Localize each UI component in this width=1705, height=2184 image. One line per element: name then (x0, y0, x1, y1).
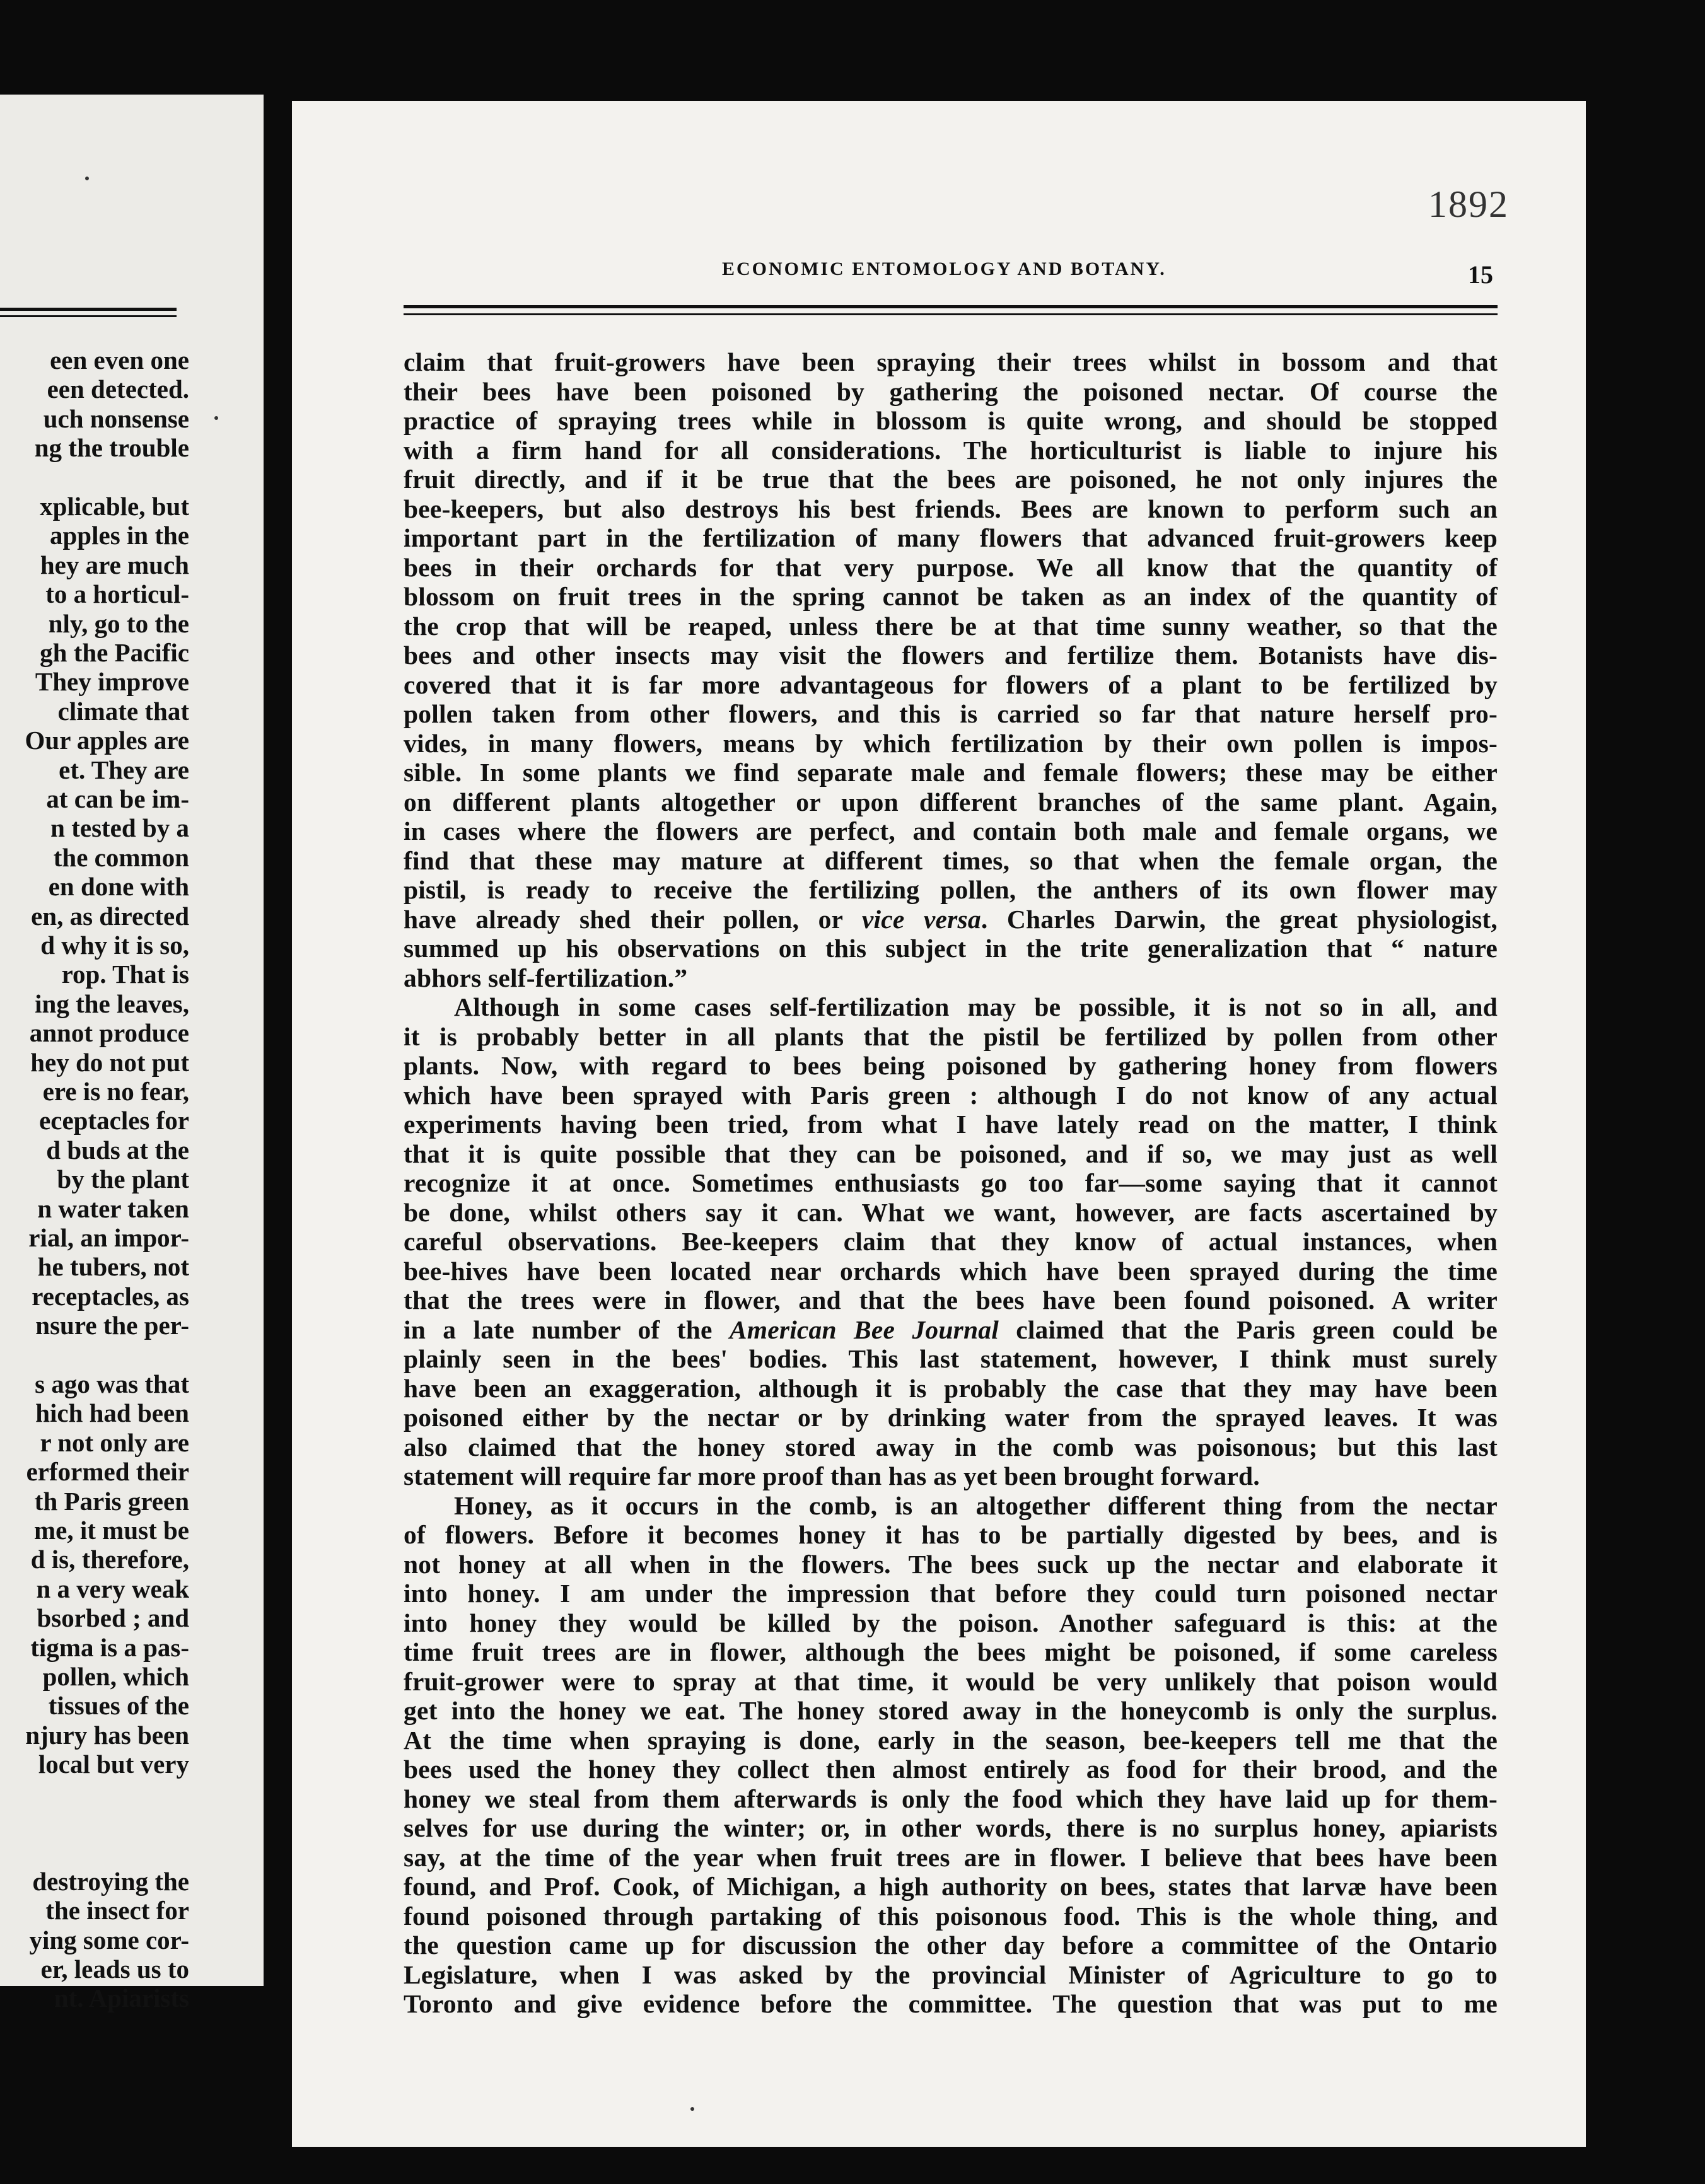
text-line: in a late number of the American Bee Journal claimed that the Paris green could be (404, 1315, 1498, 1344)
facing-page-line: nly, go to the (48, 608, 189, 638)
facing-page-line: ere is no fear, (42, 1077, 189, 1106)
facing-page-line: at can be im- (46, 784, 189, 813)
text-line: their bees have been poisoned by gathering the poisoned nectar. Of course the (404, 376, 1498, 406)
text-line: that it is quite possible that they can be poisoned, and if so, we may just as well (404, 1139, 1498, 1168)
facing-page-line: eceptacles for (39, 1106, 189, 1136)
text-line: get into the honey we eat. The honey stored away in the honeycomb is only the surplus. (404, 1696, 1498, 1725)
facing-page-line (0, 1779, 264, 1808)
facing-page-line: nt. Apiarists (54, 1984, 189, 2013)
italic-phrase: vice versa (861, 904, 981, 934)
text-line: found, and Prof. Cook, of Michigan, a high authority on bees, states that larvæ have been (404, 1872, 1498, 1901)
facing-page-line: Our apples are (25, 726, 189, 755)
facing-page-line: er, leads us to (40, 1955, 189, 1984)
facing-page-line: by the plant (57, 1165, 189, 1194)
facing-page-header-rule (0, 308, 177, 317)
text-line: covered that it is far more advantageous for flowers of a plant to be fertilized by (404, 670, 1498, 699)
speck (690, 2107, 694, 2111)
text-line: pollen taken from other flowers, and this is carried so far that nature herself pro- (404, 699, 1498, 728)
facing-page-line: the common (53, 842, 189, 872)
facing-page-line: hich had been (35, 1398, 189, 1428)
facing-page-line (0, 463, 264, 492)
facing-page-line: rop. That is (61, 960, 189, 989)
facing-page-line: et. They are (59, 755, 189, 784)
facing-page-line (0, 1808, 264, 1837)
text-line: Honey, as it occurs in the comb, is an altogether different thing from the nectar (454, 1490, 1498, 1520)
text-line: not honey at all when in the flowers. The bees suck up the nectar and elaborate it (404, 1549, 1498, 1579)
facing-page-line: hey are much (40, 550, 189, 579)
text-line: bees in their orchards for that very purpose. We all know that the quantity of (404, 552, 1498, 582)
facing-page-line: gh the Pacific (40, 638, 189, 667)
text-line: that the trees were in flower, and that the bees have been found poisoned. A writer (404, 1286, 1498, 1315)
handwritten-year: 1892 (1428, 183, 1509, 225)
text-line: the question came up for discussion the other day before a committee of the Ontario (404, 1931, 1498, 1960)
text-line: into honey they would be killed by the poison. Another safeguard is this: at the (404, 1608, 1498, 1637)
facing-page-line: tigma is a pas- (30, 1632, 189, 1662)
text-line: blossom on fruit trees in the spring cannot be taken as an index of the quantity of (404, 582, 1498, 611)
facing-page-line: n tested by a (50, 813, 189, 843)
facing-page-line: apples in the (50, 521, 189, 550)
facing-page-line: he tubers, not (37, 1252, 189, 1282)
text-line: pistil, is ready to receive the fertilizing pollen, the anthers of its own flower may (404, 875, 1498, 904)
speck (85, 177, 89, 180)
body-text (404, 347, 1498, 2019)
text-line: Legislature, when I was asked by the provincial Minister of Agriculture to go to (404, 1960, 1498, 1989)
text-line: important part in the fertilization of many flowers that advanced fruit-growers keep (404, 523, 1498, 552)
facing-page-line: destroying the (32, 1866, 189, 1896)
text-line: bees and other insects may visit the flowers and fertilize them. Botanists have dis- (404, 641, 1498, 670)
text-line: plants. Now, with regard to bees being poisoned by gathering honey from flowers (404, 1051, 1498, 1080)
facing-page-line: erformed their (26, 1457, 189, 1487)
facing-page-line: climate that (57, 696, 189, 726)
text-line: Toronto and give evidence before the committee. The question that was put to me (404, 1989, 1498, 2018)
text-line: sible. In some plants we find separate male and female flowers; these may be either (404, 758, 1498, 787)
text-line: At the time when spraying is done, early in the season, bee-keepers tell me that the (404, 1725, 1498, 1755)
facing-page-line: ng the trouble (34, 433, 189, 463)
text-line: it is probably better in all plants that the pistil be fertilized by pollen from other (404, 1021, 1498, 1051)
text-line: bee-keepers, but also destroys his best friends. Bees are known to perform such an (404, 494, 1498, 523)
text-line: vides, in many flowers, means by which fertilization by their own pollen is impos- (404, 728, 1498, 758)
text-line: plainly seen in the bees' bodies. This last statement, however, I think must surely (404, 1344, 1498, 1373)
text-line: careful observations. Bee-keepers claim that they know of actual instances, when (404, 1227, 1498, 1256)
text-line: fruit directly, and if it be true that the bees are poisoned, he not only injures the (404, 465, 1498, 494)
text-line: on different plants altogether or upon different branches of the same plant. Again, (404, 787, 1498, 816)
text-line: be done, whilst others say it can. What we want, however, are facts ascertained by (404, 1197, 1498, 1227)
text-line: poisoned either by the nectar or by drinking water from the sprayed leaves. It was (404, 1403, 1498, 1432)
facing-page-line: rial, an impor- (28, 1223, 189, 1252)
text-line: recognize it at once. Sometimes enthusiasts go too far—some saying that it cannot (404, 1168, 1498, 1197)
text-line: have already shed their pollen, or vice versa. Charles Darwin, the great physiologist, (404, 904, 1498, 934)
facing-page-line: en done with (48, 872, 189, 902)
text-line: find that these may mature at different times, so that when the female organ, the (404, 845, 1498, 875)
italic-phrase: American Bee Journal (729, 1315, 999, 1344)
text-line: also claimed that the honey stored away in the comb was poisonous; but this last (404, 1432, 1498, 1461)
text-line: time fruit trees are in flower, although the bees might be poisoned, if some careless (404, 1637, 1498, 1666)
text-line: of flowers. Before it becomes honey it has to be partially digested by bees, and is (404, 1520, 1498, 1549)
page-number: 15 (1468, 260, 1493, 289)
facing-page-line: the insect for (45, 1896, 189, 1926)
facing-page-line: tissues of the (48, 1691, 189, 1721)
facing-page-line: r not only are (40, 1427, 189, 1457)
text-line: selves for use during the winter; or, in other words, there is no surplus honey, apiarists (404, 1813, 1498, 1842)
text-line: practice of spraying trees while in blossom is quite wrong, and should be stopped (404, 406, 1498, 435)
facing-page-fragment (0, 95, 264, 2013)
text-line: into honey. I am under the impression that before they could turn poisoned nectar (404, 1579, 1498, 1608)
facing-page-line: local but very (38, 1750, 189, 1779)
facing-page-line: uch nonsense (43, 404, 189, 433)
facing-page-line: njury has been (25, 1720, 189, 1750)
facing-page-line: th Paris green (34, 1486, 189, 1516)
facing-page-line: pollen, which (42, 1662, 189, 1691)
text-line: claim that fruit-growers have been spraying their trees whilst in bossom and that (404, 347, 1498, 376)
facing-page-line: een even one (50, 346, 189, 375)
facing-page-line: receptacles, as (32, 1281, 189, 1311)
text-line: bee-hives have been located near orchards which have been sprayed during the time (404, 1256, 1498, 1286)
text-line: which have been sprayed with Paris green : although I do not know of any actual (404, 1080, 1498, 1110)
header-rule (404, 305, 1498, 315)
facing-page-line: to a horticul- (45, 579, 189, 609)
facing-page-line: ing the leaves, (35, 989, 189, 1018)
text-line: the crop that will be reaped, unless there be at that time sunny weather, so that the (404, 611, 1498, 641)
facing-page-line: They improve (35, 667, 189, 697)
text-line: Although in some cases self-fertilization may be possible, it is not so in all, and (454, 992, 1498, 1021)
facing-page-line: s ago was that (35, 1369, 189, 1398)
facing-page-line: n a very weak (36, 1574, 189, 1603)
text-line: experiments having been tried, from what I have lately read on the matter, I think (404, 1110, 1498, 1139)
facing-page-line: nsure the per- (35, 1311, 189, 1340)
facing-page-line: d why it is so, (40, 931, 189, 960)
text-line: honey we steal from them afterwards is only the food which they have laid up for them- (404, 1784, 1498, 1813)
facing-page-line: annot produce (29, 1018, 189, 1048)
facing-page-line: een detected. (47, 375, 189, 404)
facing-page-line: n water taken (37, 1194, 189, 1223)
facing-page-line: d buds at the (46, 1135, 189, 1165)
text-line: have been an exaggeration, although it is probably the case that they may have been (404, 1373, 1498, 1403)
text-line: statement will require far more proof than has as yet been brought forward. (404, 1461, 1260, 1490)
facing-page-line: d is, therefore, (30, 1545, 189, 1574)
text-line: fruit-grower were to spray at that time, it would be very unlikely that poison would (404, 1666, 1498, 1696)
text-line: in cases where the flowers are perfect, and contain both male and female organs, we (404, 816, 1498, 845)
facing-page-line: bsorbed ; and (37, 1603, 189, 1633)
facing-page-line (0, 1340, 264, 1369)
text-line: say, at the time of the year when fruit trees are in flower. I believe that bees have been (404, 1842, 1498, 1872)
facing-page-line (0, 1837, 264, 1866)
facing-page-line: en, as directed (31, 901, 189, 931)
facing-page-line: hey do not put (30, 1047, 189, 1077)
text-line: summed up his observations on this subject in the trite generalization that “ nature (404, 934, 1498, 963)
facing-page-line: ying some cor- (29, 1925, 189, 1955)
text-line: bees used the honey they collect then almost entirely as food for their brood, and the (404, 1755, 1498, 1784)
text-line: abhors self-fertilization.” (404, 963, 688, 992)
facing-page-line: me, it must be (34, 1516, 189, 1545)
running-head: ECONOMIC ENTOMOLOGY AND BOTANY. (722, 258, 1167, 279)
text-line: found poisoned through partaking of this poisonous food. This is the whole thing, and (404, 1901, 1498, 1931)
facing-page-line: xplicable, but (40, 492, 189, 521)
text-line: with a firm hand for all considerations. The horticulturist is liable to injure his (404, 435, 1498, 465)
